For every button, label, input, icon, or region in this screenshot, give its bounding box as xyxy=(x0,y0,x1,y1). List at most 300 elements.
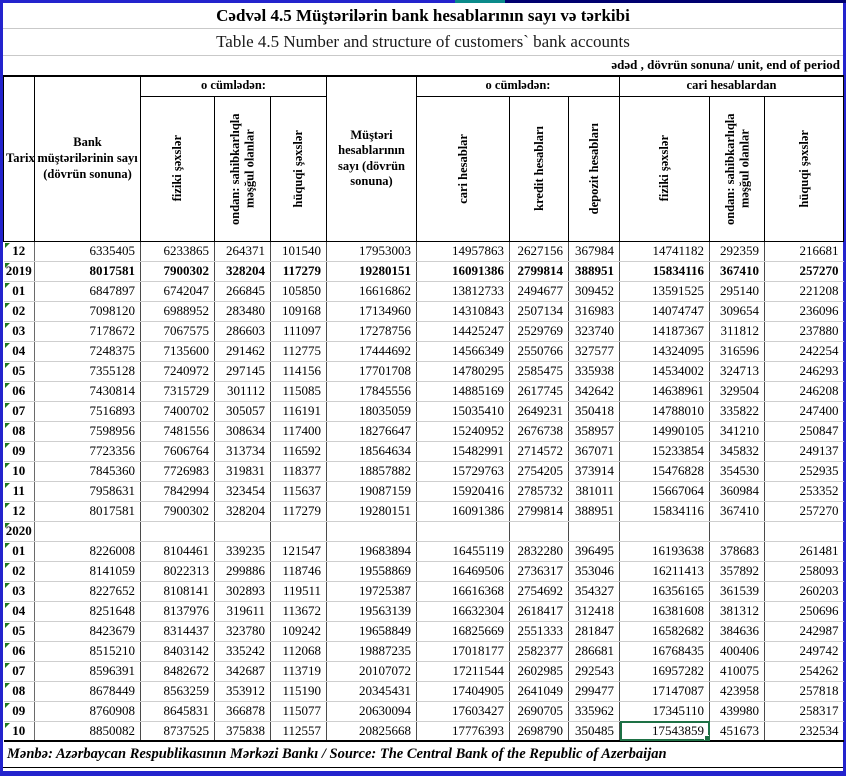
data-cell[interactable]: 112557 xyxy=(271,721,327,741)
data-cell[interactable]: 109242 xyxy=(271,621,327,641)
data-cell[interactable]: 2676738 xyxy=(510,421,569,441)
data-cell[interactable]: 8017581 xyxy=(35,261,141,281)
row-label-cell[interactable] xyxy=(4,641,35,661)
col-header-tarix[interactable]: Tarix xyxy=(4,76,35,241)
data-cell[interactable]: 2690705 xyxy=(510,701,569,721)
data-cell[interactable]: 8226008 xyxy=(35,541,141,561)
row-label-cell[interactable] xyxy=(4,601,35,621)
data-cell[interactable]: 117400 xyxy=(271,421,327,441)
col-header-deposit-accounts[interactable] xyxy=(569,96,620,241)
data-cell[interactable]: 8596391 xyxy=(35,661,141,681)
data-cell[interactable]: 8227652 xyxy=(35,581,141,601)
group-header-from-current[interactable]: cari hesablardan xyxy=(620,76,844,96)
data-cell[interactable]: 8022313 xyxy=(141,561,215,581)
data-cell[interactable]: 2529769 xyxy=(510,321,569,341)
data-cell[interactable]: 257270 xyxy=(765,501,844,521)
data-cell[interactable]: 232534 xyxy=(765,721,844,741)
data-cell[interactable]: 323780 xyxy=(215,621,271,641)
data-cell[interactable]: 13591525 xyxy=(620,281,710,301)
data-cell[interactable]: 319831 xyxy=(215,461,271,481)
data-cell[interactable]: 309452 xyxy=(569,281,620,301)
group-header-including-1[interactable]: o cümlədən: xyxy=(141,76,327,96)
data-cell[interactable]: 339235 xyxy=(215,541,271,561)
row-label-cell[interactable] xyxy=(4,241,35,261)
data-cell[interactable]: 350485 xyxy=(569,721,620,741)
data-cell[interactable]: 118746 xyxy=(271,561,327,581)
data-cell[interactable]: 20630094 xyxy=(327,701,417,721)
data-cell[interactable]: 236096 xyxy=(765,301,844,321)
data-cell[interactable]: 354530 xyxy=(710,461,765,481)
row-label-cell[interactable] xyxy=(4,341,35,361)
data-cell[interactable]: 410075 xyxy=(710,661,765,681)
row-label-cell[interactable] xyxy=(4,401,35,421)
data-cell[interactable]: 112068 xyxy=(271,641,327,661)
data-cell[interactable]: 253352 xyxy=(765,481,844,501)
data-cell[interactable]: 311812 xyxy=(710,321,765,341)
data-cell[interactable]: 286603 xyxy=(215,321,271,341)
data-cell[interactable]: 109168 xyxy=(271,301,327,321)
data-cell[interactable]: 2754692 xyxy=(510,581,569,601)
data-cell[interactable]: 323740 xyxy=(569,321,620,341)
data-cell[interactable]: 7481556 xyxy=(141,421,215,441)
data-cell[interactable]: 378683 xyxy=(710,541,765,561)
col-header-customer-accounts[interactable]: Müştəri hesablarının sayı (dövrün sonuna) xyxy=(327,76,417,241)
data-cell[interactable]: 15834116 xyxy=(620,501,710,521)
data-cell[interactable]: 249137 xyxy=(765,441,844,461)
data-cell[interactable]: 17345110 xyxy=(620,701,710,721)
data-cell[interactable]: 16091386 xyxy=(417,261,510,281)
data-cell[interactable]: 16957282 xyxy=(620,661,710,681)
col-header-legal-entities-1[interactable] xyxy=(271,96,327,241)
data-cell[interactable]: 329504 xyxy=(710,381,765,401)
data-cell[interactable]: 8737525 xyxy=(141,721,215,741)
data-cell[interactable] xyxy=(271,521,327,541)
data-cell[interactable] xyxy=(710,521,765,541)
data-cell[interactable]: 2585475 xyxy=(510,361,569,381)
data-cell[interactable]: 15476828 xyxy=(620,461,710,481)
data-cell[interactable]: 8760908 xyxy=(35,701,141,721)
data-cell[interactable]: 328204 xyxy=(215,501,271,521)
row-label-cell[interactable] xyxy=(4,321,35,341)
data-cell[interactable]: 283480 xyxy=(215,301,271,321)
data-cell[interactable]: 7958631 xyxy=(35,481,141,501)
data-cell[interactable]: 19887235 xyxy=(327,641,417,661)
data-cell[interactable]: 216681 xyxy=(765,241,844,261)
data-cell[interactable]: 16616368 xyxy=(417,581,510,601)
data-cell[interactable]: 7315729 xyxy=(141,381,215,401)
data-cell[interactable]: 113672 xyxy=(271,601,327,621)
data-cell[interactable]: 14187367 xyxy=(620,321,710,341)
data-cell[interactable]: 15729763 xyxy=(417,461,510,481)
data-cell[interactable]: 2754205 xyxy=(510,461,569,481)
data-cell[interactable]: 7355128 xyxy=(35,361,141,381)
data-cell[interactable]: 8251648 xyxy=(35,601,141,621)
data-cell[interactable]: 8137976 xyxy=(141,601,215,621)
data-cell[interactable]: 297145 xyxy=(215,361,271,381)
data-cell[interactable]: 14741182 xyxy=(620,241,710,261)
data-cell[interactable]: 299477 xyxy=(569,681,620,701)
data-cell[interactable]: 2618417 xyxy=(510,601,569,621)
data-cell[interactable] xyxy=(417,521,510,541)
col-header-entrepreneurs-2[interactable] xyxy=(710,96,765,241)
data-cell[interactable]: 302893 xyxy=(215,581,271,601)
data-cell[interactable]: 242987 xyxy=(765,621,844,641)
data-cell[interactable]: 17018177 xyxy=(417,641,510,661)
data-cell[interactable]: 8482672 xyxy=(141,661,215,681)
data-cell[interactable]: 323454 xyxy=(215,481,271,501)
data-cell[interactable]: 237880 xyxy=(765,321,844,341)
data-cell[interactable]: 327577 xyxy=(569,341,620,361)
data-cell[interactable]: 266845 xyxy=(215,281,271,301)
data-cell[interactable] xyxy=(569,521,620,541)
data-cell[interactable]: 308634 xyxy=(215,421,271,441)
data-cell[interactable]: 7248375 xyxy=(35,341,141,361)
data-cell[interactable]: 121547 xyxy=(271,541,327,561)
data-cell[interactable]: 335938 xyxy=(569,361,620,381)
data-cell[interactable]: 117279 xyxy=(271,261,327,281)
data-cell[interactable]: 17845556 xyxy=(327,381,417,401)
data-cell[interactable]: 17211544 xyxy=(417,661,510,681)
data-cell[interactable]: 14780295 xyxy=(417,361,510,381)
row-label-cell[interactable] xyxy=(4,441,35,461)
data-cell[interactable]: 8104461 xyxy=(141,541,215,561)
col-header-individuals-2[interactable] xyxy=(620,96,710,241)
data-cell[interactable]: 115077 xyxy=(271,701,327,721)
row-label-cell[interactable] xyxy=(4,541,35,561)
data-cell[interactable]: 15035410 xyxy=(417,401,510,421)
data-cell[interactable]: 2550766 xyxy=(510,341,569,361)
data-cell[interactable]: 2582377 xyxy=(510,641,569,661)
data-cell[interactable]: 361539 xyxy=(710,581,765,601)
data-cell[interactable]: 117279 xyxy=(271,501,327,521)
data-cell[interactable]: 342687 xyxy=(215,661,271,681)
data-cell[interactable]: 367410 xyxy=(710,501,765,521)
data-cell[interactable]: 400406 xyxy=(710,641,765,661)
data-cell[interactable]: 396495 xyxy=(569,541,620,561)
data-cell[interactable]: 17776393 xyxy=(417,721,510,741)
data-cell[interactable]: 14074747 xyxy=(620,301,710,321)
data-cell[interactable]: 2617745 xyxy=(510,381,569,401)
data-cell[interactable]: 375838 xyxy=(215,721,271,741)
row-label-cell[interactable] xyxy=(4,561,35,581)
data-cell[interactable]: 8563259 xyxy=(141,681,215,701)
data-cell[interactable]: 7900302 xyxy=(141,501,215,521)
data-cell[interactable]: 105850 xyxy=(271,281,327,301)
data-cell[interactable] xyxy=(765,521,844,541)
row-label-cell[interactable] xyxy=(4,701,35,721)
data-cell[interactable]: 7240972 xyxy=(141,361,215,381)
data-cell[interactable]: 250696 xyxy=(765,601,844,621)
data-cell[interactable]: 388951 xyxy=(569,501,620,521)
data-cell[interactable]: 8141059 xyxy=(35,561,141,581)
data-cell[interactable]: 261481 xyxy=(765,541,844,561)
data-cell[interactable]: 14885169 xyxy=(417,381,510,401)
row-label-cell[interactable] xyxy=(4,481,35,501)
row-label-cell[interactable] xyxy=(4,581,35,601)
data-cell[interactable]: 2736317 xyxy=(510,561,569,581)
data-cell[interactable]: 114156 xyxy=(271,361,327,381)
data-cell[interactable]: 257818 xyxy=(765,681,844,701)
data-cell[interactable]: 7842994 xyxy=(141,481,215,501)
data-cell[interactable]: 15834116 xyxy=(620,261,710,281)
data-cell[interactable]: 14957863 xyxy=(417,241,510,261)
data-cell[interactable]: 14990105 xyxy=(620,421,710,441)
data-cell[interactable]: 316596 xyxy=(710,341,765,361)
data-cell[interactable]: 264371 xyxy=(215,241,271,261)
data-cell[interactable]: 388951 xyxy=(569,261,620,281)
data-cell[interactable]: 319611 xyxy=(215,601,271,621)
group-header-including-2[interactable]: o cümlədən: xyxy=(417,76,620,96)
data-cell[interactable]: 14425247 xyxy=(417,321,510,341)
data-cell[interactable]: 301112 xyxy=(215,381,271,401)
data-cell[interactable]: 257270 xyxy=(765,261,844,281)
row-label-cell[interactable] xyxy=(4,721,35,741)
data-cell[interactable]: 335822 xyxy=(710,401,765,421)
data-cell[interactable]: 19280151 xyxy=(327,501,417,521)
data-cell[interactable]: 2799814 xyxy=(510,261,569,281)
data-cell[interactable]: 19563139 xyxy=(327,601,417,621)
row-label-cell[interactable] xyxy=(4,681,35,701)
row-label-cell[interactable] xyxy=(4,461,35,481)
data-cell[interactable]: 2785732 xyxy=(510,481,569,501)
col-header-current-accounts[interactable] xyxy=(417,96,510,241)
col-header-entrepreneurs-1[interactable] xyxy=(215,96,271,241)
data-cell[interactable]: 7135600 xyxy=(141,341,215,361)
row-label-cell[interactable] xyxy=(4,661,35,681)
data-cell[interactable]: 111097 xyxy=(271,321,327,341)
data-cell[interactable]: 119511 xyxy=(271,581,327,601)
data-cell[interactable]: 2551333 xyxy=(510,621,569,641)
data-cell[interactable]: 7606764 xyxy=(141,441,215,461)
data-cell[interactable]: 291462 xyxy=(215,341,271,361)
row-label-cell[interactable] xyxy=(4,281,35,301)
data-cell[interactable]: 18035059 xyxy=(327,401,417,421)
data-cell[interactable]: 8645831 xyxy=(141,701,215,721)
data-cell[interactable]: 381312 xyxy=(710,601,765,621)
data-cell[interactable]: 357892 xyxy=(710,561,765,581)
data-cell[interactable]: 316983 xyxy=(569,301,620,321)
data-cell[interactable]: 17278756 xyxy=(327,321,417,341)
data-cell[interactable]: 423958 xyxy=(710,681,765,701)
data-cell[interactable]: 18276647 xyxy=(327,421,417,441)
data-cell[interactable]: 15667064 xyxy=(620,481,710,501)
data-cell[interactable]: 16193638 xyxy=(620,541,710,561)
data-cell[interactable] xyxy=(35,521,141,541)
data-cell[interactable]: 2698790 xyxy=(510,721,569,741)
data-cell[interactable]: 260203 xyxy=(765,581,844,601)
data-cell[interactable]: 17603427 xyxy=(417,701,510,721)
data-cell[interactable]: 20825668 xyxy=(327,721,417,741)
data-cell[interactable]: 16455119 xyxy=(417,541,510,561)
data-cell[interactable]: 8678449 xyxy=(35,681,141,701)
data-cell[interactable]: 2649231 xyxy=(510,401,569,421)
data-cell[interactable]: 295140 xyxy=(710,281,765,301)
data-cell[interactable]: 15482991 xyxy=(417,441,510,461)
data-cell[interactable]: 353912 xyxy=(215,681,271,701)
data-cell[interactable]: 358957 xyxy=(569,421,620,441)
data-cell[interactable]: 16356165 xyxy=(620,581,710,601)
data-cell[interactable]: 19087159 xyxy=(327,481,417,501)
data-cell[interactable]: 2507134 xyxy=(510,301,569,321)
data-cell[interactable]: 16582682 xyxy=(620,621,710,641)
data-cell[interactable]: 7178672 xyxy=(35,321,141,341)
data-cell[interactable]: 7516893 xyxy=(35,401,141,421)
data-cell[interactable]: 6233865 xyxy=(141,241,215,261)
data-cell[interactable]: 16469506 xyxy=(417,561,510,581)
data-cell[interactable]: 7067575 xyxy=(141,321,215,341)
data-cell[interactable]: 250847 xyxy=(765,421,844,441)
data-cell[interactable]: 381011 xyxy=(569,481,620,501)
data-cell[interactable]: 18857882 xyxy=(327,461,417,481)
data-cell[interactable]: 17953003 xyxy=(327,241,417,261)
data-cell[interactable]: 367984 xyxy=(569,241,620,261)
row-label-cell[interactable] xyxy=(4,621,35,641)
row-label-cell[interactable] xyxy=(4,421,35,441)
data-cell[interactable]: 115085 xyxy=(271,381,327,401)
data-cell[interactable]: 112775 xyxy=(271,341,327,361)
data-cell[interactable]: 2799814 xyxy=(510,501,569,521)
data-cell[interactable]: 286681 xyxy=(569,641,620,661)
data-cell[interactable]: 305057 xyxy=(215,401,271,421)
data-cell[interactable]: 116592 xyxy=(271,441,327,461)
data-cell[interactable]: 249742 xyxy=(765,641,844,661)
row-label-cell[interactable] xyxy=(4,261,35,281)
data-cell[interactable]: 7723356 xyxy=(35,441,141,461)
data-cell[interactable]: 292543 xyxy=(569,661,620,681)
data-cell[interactable]: 354327 xyxy=(569,581,620,601)
data-cell[interactable]: 246208 xyxy=(765,381,844,401)
data-cell[interactable]: 101540 xyxy=(271,241,327,261)
data-cell[interactable]: 8423679 xyxy=(35,621,141,641)
data-cell[interactable]: 335242 xyxy=(215,641,271,661)
data-cell[interactable]: 299886 xyxy=(215,561,271,581)
data-cell[interactable]: 14638961 xyxy=(620,381,710,401)
data-cell[interactable]: 17147087 xyxy=(620,681,710,701)
data-cell[interactable]: 7845360 xyxy=(35,461,141,481)
data-cell[interactable] xyxy=(620,521,710,541)
data-cell[interactable]: 7726983 xyxy=(141,461,215,481)
data-cell[interactable]: 16616862 xyxy=(327,281,417,301)
data-cell[interactable] xyxy=(327,521,417,541)
data-cell[interactable]: 328204 xyxy=(215,261,271,281)
data-cell[interactable]: 19658849 xyxy=(327,621,417,641)
data-cell[interactable]: 6988952 xyxy=(141,301,215,321)
data-cell[interactable]: 14534002 xyxy=(620,361,710,381)
data-cell[interactable]: 7430814 xyxy=(35,381,141,401)
data-cell[interactable]: 15233854 xyxy=(620,441,710,461)
data-cell[interactable]: 367410 xyxy=(710,261,765,281)
data-cell[interactable]: 309654 xyxy=(710,301,765,321)
row-label-cell[interactable] xyxy=(4,361,35,381)
row-label-cell[interactable] xyxy=(4,521,35,541)
col-header-credit-accounts[interactable] xyxy=(510,96,569,241)
data-cell[interactable]: 292359 xyxy=(710,241,765,261)
data-cell[interactable]: 14310843 xyxy=(417,301,510,321)
data-cell[interactable]: 20345431 xyxy=(327,681,417,701)
data-cell[interactable]: 221208 xyxy=(765,281,844,301)
data-cell[interactable]: 19558869 xyxy=(327,561,417,581)
data-cell[interactable]: 14566349 xyxy=(417,341,510,361)
data-cell[interactable]: 14788010 xyxy=(620,401,710,421)
data-cell[interactable]: 373914 xyxy=(569,461,620,481)
data-cell[interactable]: 8515210 xyxy=(35,641,141,661)
col-header-bank-customers[interactable]: Bank müştərilərinin sayı (dövrün sonuna) xyxy=(35,76,141,241)
data-cell[interactable]: 17701708 xyxy=(327,361,417,381)
data-cell[interactable]: 6742047 xyxy=(141,281,215,301)
data-cell[interactable]: 116191 xyxy=(271,401,327,421)
data-cell[interactable]: 19725387 xyxy=(327,581,417,601)
data-cell[interactable]: 15920416 xyxy=(417,481,510,501)
data-cell[interactable]: 8403142 xyxy=(141,641,215,661)
data-cell[interactable]: 246293 xyxy=(765,361,844,381)
data-cell[interactable]: 324713 xyxy=(710,361,765,381)
data-cell[interactable]: 451673 xyxy=(710,721,765,741)
data-cell[interactable]: 7598956 xyxy=(35,421,141,441)
data-cell[interactable]: 8108141 xyxy=(141,581,215,601)
data-cell[interactable]: 8017581 xyxy=(35,501,141,521)
data-cell[interactable]: 360984 xyxy=(710,481,765,501)
data-cell[interactable]: 342642 xyxy=(569,381,620,401)
data-cell[interactable]: 14324095 xyxy=(620,341,710,361)
selected-cell[interactable]: 17543859 xyxy=(620,721,710,741)
data-cell[interactable]: 16632304 xyxy=(417,601,510,621)
data-cell[interactable]: 8850082 xyxy=(35,721,141,741)
data-cell[interactable]: 17444692 xyxy=(327,341,417,361)
data-cell[interactable]: 6847897 xyxy=(35,281,141,301)
data-cell[interactable]: 7400702 xyxy=(141,401,215,421)
data-cell[interactable]: 439980 xyxy=(710,701,765,721)
data-cell[interactable]: 2494677 xyxy=(510,281,569,301)
data-cell[interactable]: 7098120 xyxy=(35,301,141,321)
data-cell[interactable]: 312418 xyxy=(569,601,620,621)
data-cell[interactable]: 258317 xyxy=(765,701,844,721)
data-cell[interactable]: 17404905 xyxy=(417,681,510,701)
data-cell[interactable]: 345832 xyxy=(710,441,765,461)
col-header-individuals-1[interactable] xyxy=(141,96,215,241)
data-cell[interactable]: 16211413 xyxy=(620,561,710,581)
data-cell[interactable]: 8314437 xyxy=(141,621,215,641)
data-cell[interactable]: 341210 xyxy=(710,421,765,441)
data-cell[interactable]: 252935 xyxy=(765,461,844,481)
data-cell[interactable]: 335962 xyxy=(569,701,620,721)
data-cell[interactable]: 19683894 xyxy=(327,541,417,561)
data-cell[interactable]: 13812733 xyxy=(417,281,510,301)
data-cell[interactable]: 2832280 xyxy=(510,541,569,561)
data-cell[interactable]: 242254 xyxy=(765,341,844,361)
data-cell[interactable]: 281847 xyxy=(569,621,620,641)
data-cell[interactable]: 353046 xyxy=(569,561,620,581)
data-cell[interactable]: 15240952 xyxy=(417,421,510,441)
data-cell[interactable]: 313734 xyxy=(215,441,271,461)
data-cell[interactable]: 20107072 xyxy=(327,661,417,681)
data-cell[interactable]: 2641049 xyxy=(510,681,569,701)
col-header-legal-entities-2[interactable] xyxy=(765,96,844,241)
data-cell[interactable]: 2602985 xyxy=(510,661,569,681)
data-cell[interactable]: 16825669 xyxy=(417,621,510,641)
data-cell[interactable] xyxy=(510,521,569,541)
data-cell[interactable]: 258093 xyxy=(765,561,844,581)
data-cell[interactable]: 118377 xyxy=(271,461,327,481)
data-cell[interactable]: 2627156 xyxy=(510,241,569,261)
data-cell[interactable]: 2714572 xyxy=(510,441,569,461)
data-cell[interactable]: 247400 xyxy=(765,401,844,421)
data-cell[interactable]: 366878 xyxy=(215,701,271,721)
data-cell[interactable]: 18564634 xyxy=(327,441,417,461)
data-cell[interactable]: 17134960 xyxy=(327,301,417,321)
data-cell[interactable]: 16091386 xyxy=(417,501,510,521)
data-cell[interactable] xyxy=(215,521,271,541)
data-cell[interactable]: 7900302 xyxy=(141,261,215,281)
